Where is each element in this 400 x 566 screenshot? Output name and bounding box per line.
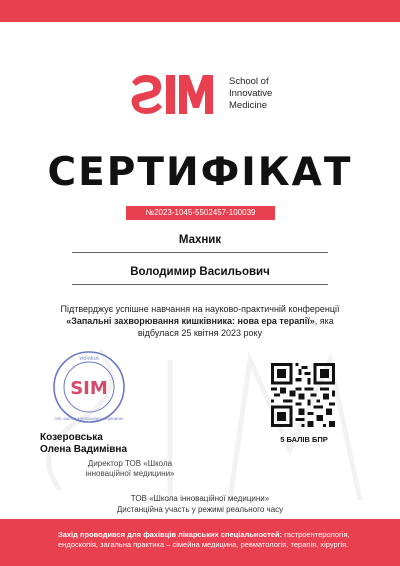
- top-band: [0, 0, 400, 22]
- signatory-given-names: Олена Вадимівна: [40, 444, 128, 455]
- divider: [72, 284, 328, 285]
- specialties-lead: Захід проводився для фахівців лікарських спеціальностей:: [58, 530, 283, 539]
- organizer-name: ТОВ «Школа інноваційної медицини»: [130, 494, 270, 503]
- body-outro: , яка відбулася 25 квітня 2023 року: [137, 316, 334, 338]
- logo-line-3: Medicine: [229, 100, 268, 111]
- sim-logo: [128, 70, 218, 114]
- event-title: «Запальні захворювання кишківника: нова ера терапії»: [66, 316, 315, 326]
- certificate-title: СЕРТИФІКАТ: [47, 150, 353, 195]
- certificate-body: [55, 303, 345, 339]
- recipient-given-names: Володимир Васильович: [130, 266, 270, 278]
- certificate-number: №2023-1045-5502457-100039: [126, 206, 275, 220]
- specialties-note: [58, 530, 374, 550]
- points-label: 5 БАЛІВ БПР: [280, 435, 328, 444]
- divider: [72, 252, 328, 253]
- company-stamp: [52, 350, 126, 424]
- logo-line-2: Innovative: [229, 88, 273, 99]
- specialties-list: гастроентерологія, ендоскопія, загальна практика – сімейна медицина, ревматологія, терапія, хірургія.: [58, 530, 350, 549]
- signatory-surname: Козеровська: [40, 432, 103, 443]
- stamp-ring-text: ТОВ «ШКОЛА ІННОВАЦІЙНОЇ МЕДИЦИНИ»: [54, 417, 124, 421]
- signatory-role: Директор ТОВ «Школа інноваційної медицини»: [85, 459, 175, 478]
- stamp-mark: SIM: [70, 378, 108, 399]
- signatory-name: [40, 432, 127, 456]
- body-intro: Підтверджує успішне навчання на науково-практичній конференції: [60, 304, 340, 314]
- footer-organizer: [0, 494, 400, 515]
- logo-text: [229, 76, 272, 112]
- logo-line-1: School of: [229, 76, 269, 87]
- stamp-ring-top: УКРАЇНА: [79, 357, 99, 362]
- recipient-surname: Махник: [178, 234, 222, 246]
- qr-code-icon: [271, 363, 335, 427]
- participation-mode: Дистанційна участь у режимі реального часу: [116, 504, 284, 514]
